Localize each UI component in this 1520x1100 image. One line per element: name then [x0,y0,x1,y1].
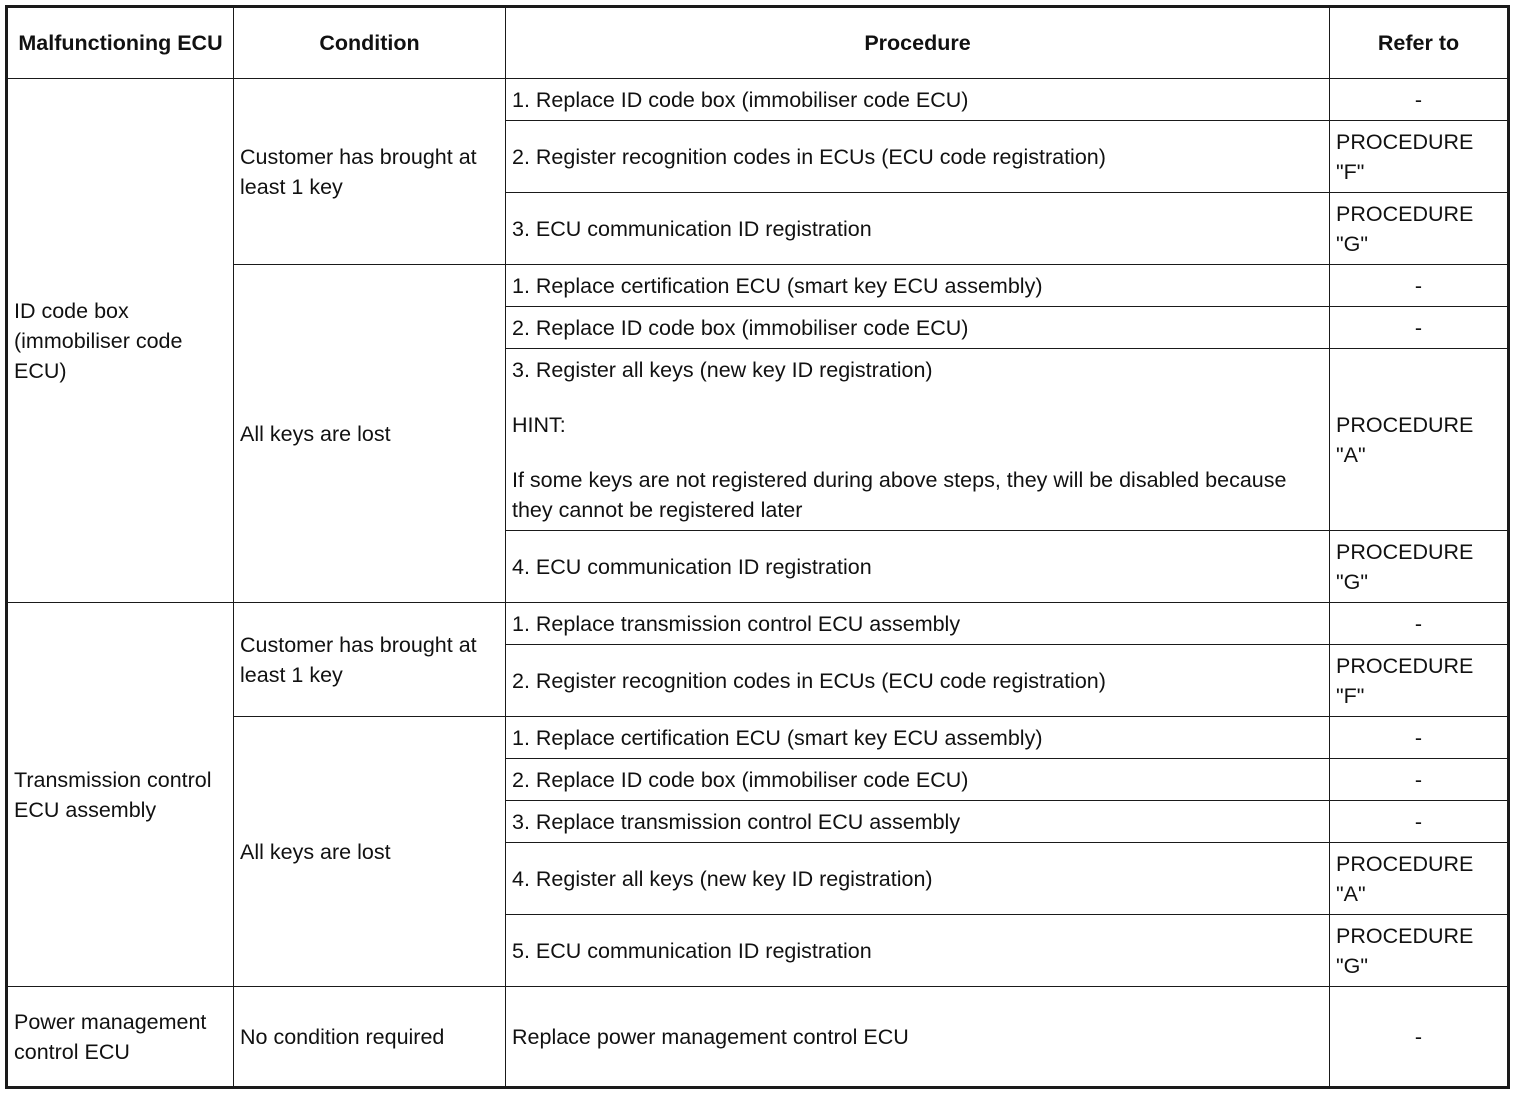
procedure-step: 1. Replace transmission control ECU assembly [506,603,1330,645]
condition-cell: No condition required [234,987,506,1088]
procedure-step: 2. Replace ID code box (immobiliser code ECU) [506,307,1330,349]
refer-cell: - [1330,717,1509,759]
refer-cell: - [1330,307,1509,349]
refer-cell: PROCEDURE "G" [1330,531,1509,603]
procedure-step-with-hint [506,349,1330,531]
condition-cell: Customer has brought at least 1 key [234,79,506,265]
procedure-step: 5. ECU communication ID registration [506,915,1330,987]
ecu-replacement-table [5,5,1510,1089]
procedure-step: 1. Replace ID code box (immobiliser code ECU) [506,79,1330,121]
header-condition: Condition [234,7,506,79]
spacer [512,385,1323,410]
hint-label: HINT: [512,412,566,437]
procedure-step: 2. Replace ID code box (immobiliser code ECU) [506,759,1330,801]
procedure-step: 4. Register all keys (new key ID registration) [506,843,1330,915]
refer-cell: - [1330,759,1509,801]
procedure-table-frame [5,5,1510,1089]
table-row [7,79,1509,121]
header-refer-to: Refer to [1330,7,1509,79]
refer-cell: - [1330,79,1509,121]
header-procedure: Procedure [506,7,1330,79]
procedure-step: 3. ECU communication ID registration [506,193,1330,265]
ecu-cell: Power management control ECU [7,987,234,1088]
header-row [7,7,1509,79]
procedure-step: 2. Register recognition codes in ECUs (ECU code registration) [506,645,1330,717]
refer-cell: PROCEDURE "A" [1330,349,1509,531]
table-row [7,603,1509,645]
procedure-step: 4. ECU communication ID registration [506,531,1330,603]
refer-cell: - [1330,987,1509,1088]
condition-cell: All keys are lost [234,717,506,987]
procedure-step: 3. Replace transmission control ECU assembly [506,801,1330,843]
condition-cell: Customer has brought at least 1 key [234,603,506,717]
procedure-step: 2. Register recognition codes in ECUs (ECU code registration) [506,121,1330,193]
procedure-step: Replace power management control ECU [506,987,1330,1088]
table-row [7,987,1509,1088]
refer-cell: PROCEDURE "F" [1330,121,1509,193]
refer-cell: - [1330,801,1509,843]
refer-cell: PROCEDURE "G" [1330,915,1509,987]
procedure-step-text: 3. Register all keys (new key ID registration) [512,357,933,382]
ecu-cell: Transmission control ECU assembly [7,603,234,987]
procedure-step: 1. Replace certification ECU (smart key ECU assembly) [506,265,1330,307]
spacer [512,440,1323,465]
refer-cell: - [1330,265,1509,307]
condition-cell: All keys are lost [234,265,506,603]
header-malfunctioning-ecu: Malfunctioning ECU [7,7,234,79]
refer-cell: PROCEDURE "A" [1330,843,1509,915]
ecu-cell: ID code box (immobiliser code ECU) [7,79,234,603]
refer-cell: PROCEDURE "F" [1330,645,1509,717]
hint-text: If some keys are not registered during above steps, they will be disabled because they cannot be registered later [512,467,1287,522]
procedure-step: 1. Replace certification ECU (smart key ECU assembly) [506,717,1330,759]
refer-cell: - [1330,603,1509,645]
refer-cell: PROCEDURE "G" [1330,193,1509,265]
